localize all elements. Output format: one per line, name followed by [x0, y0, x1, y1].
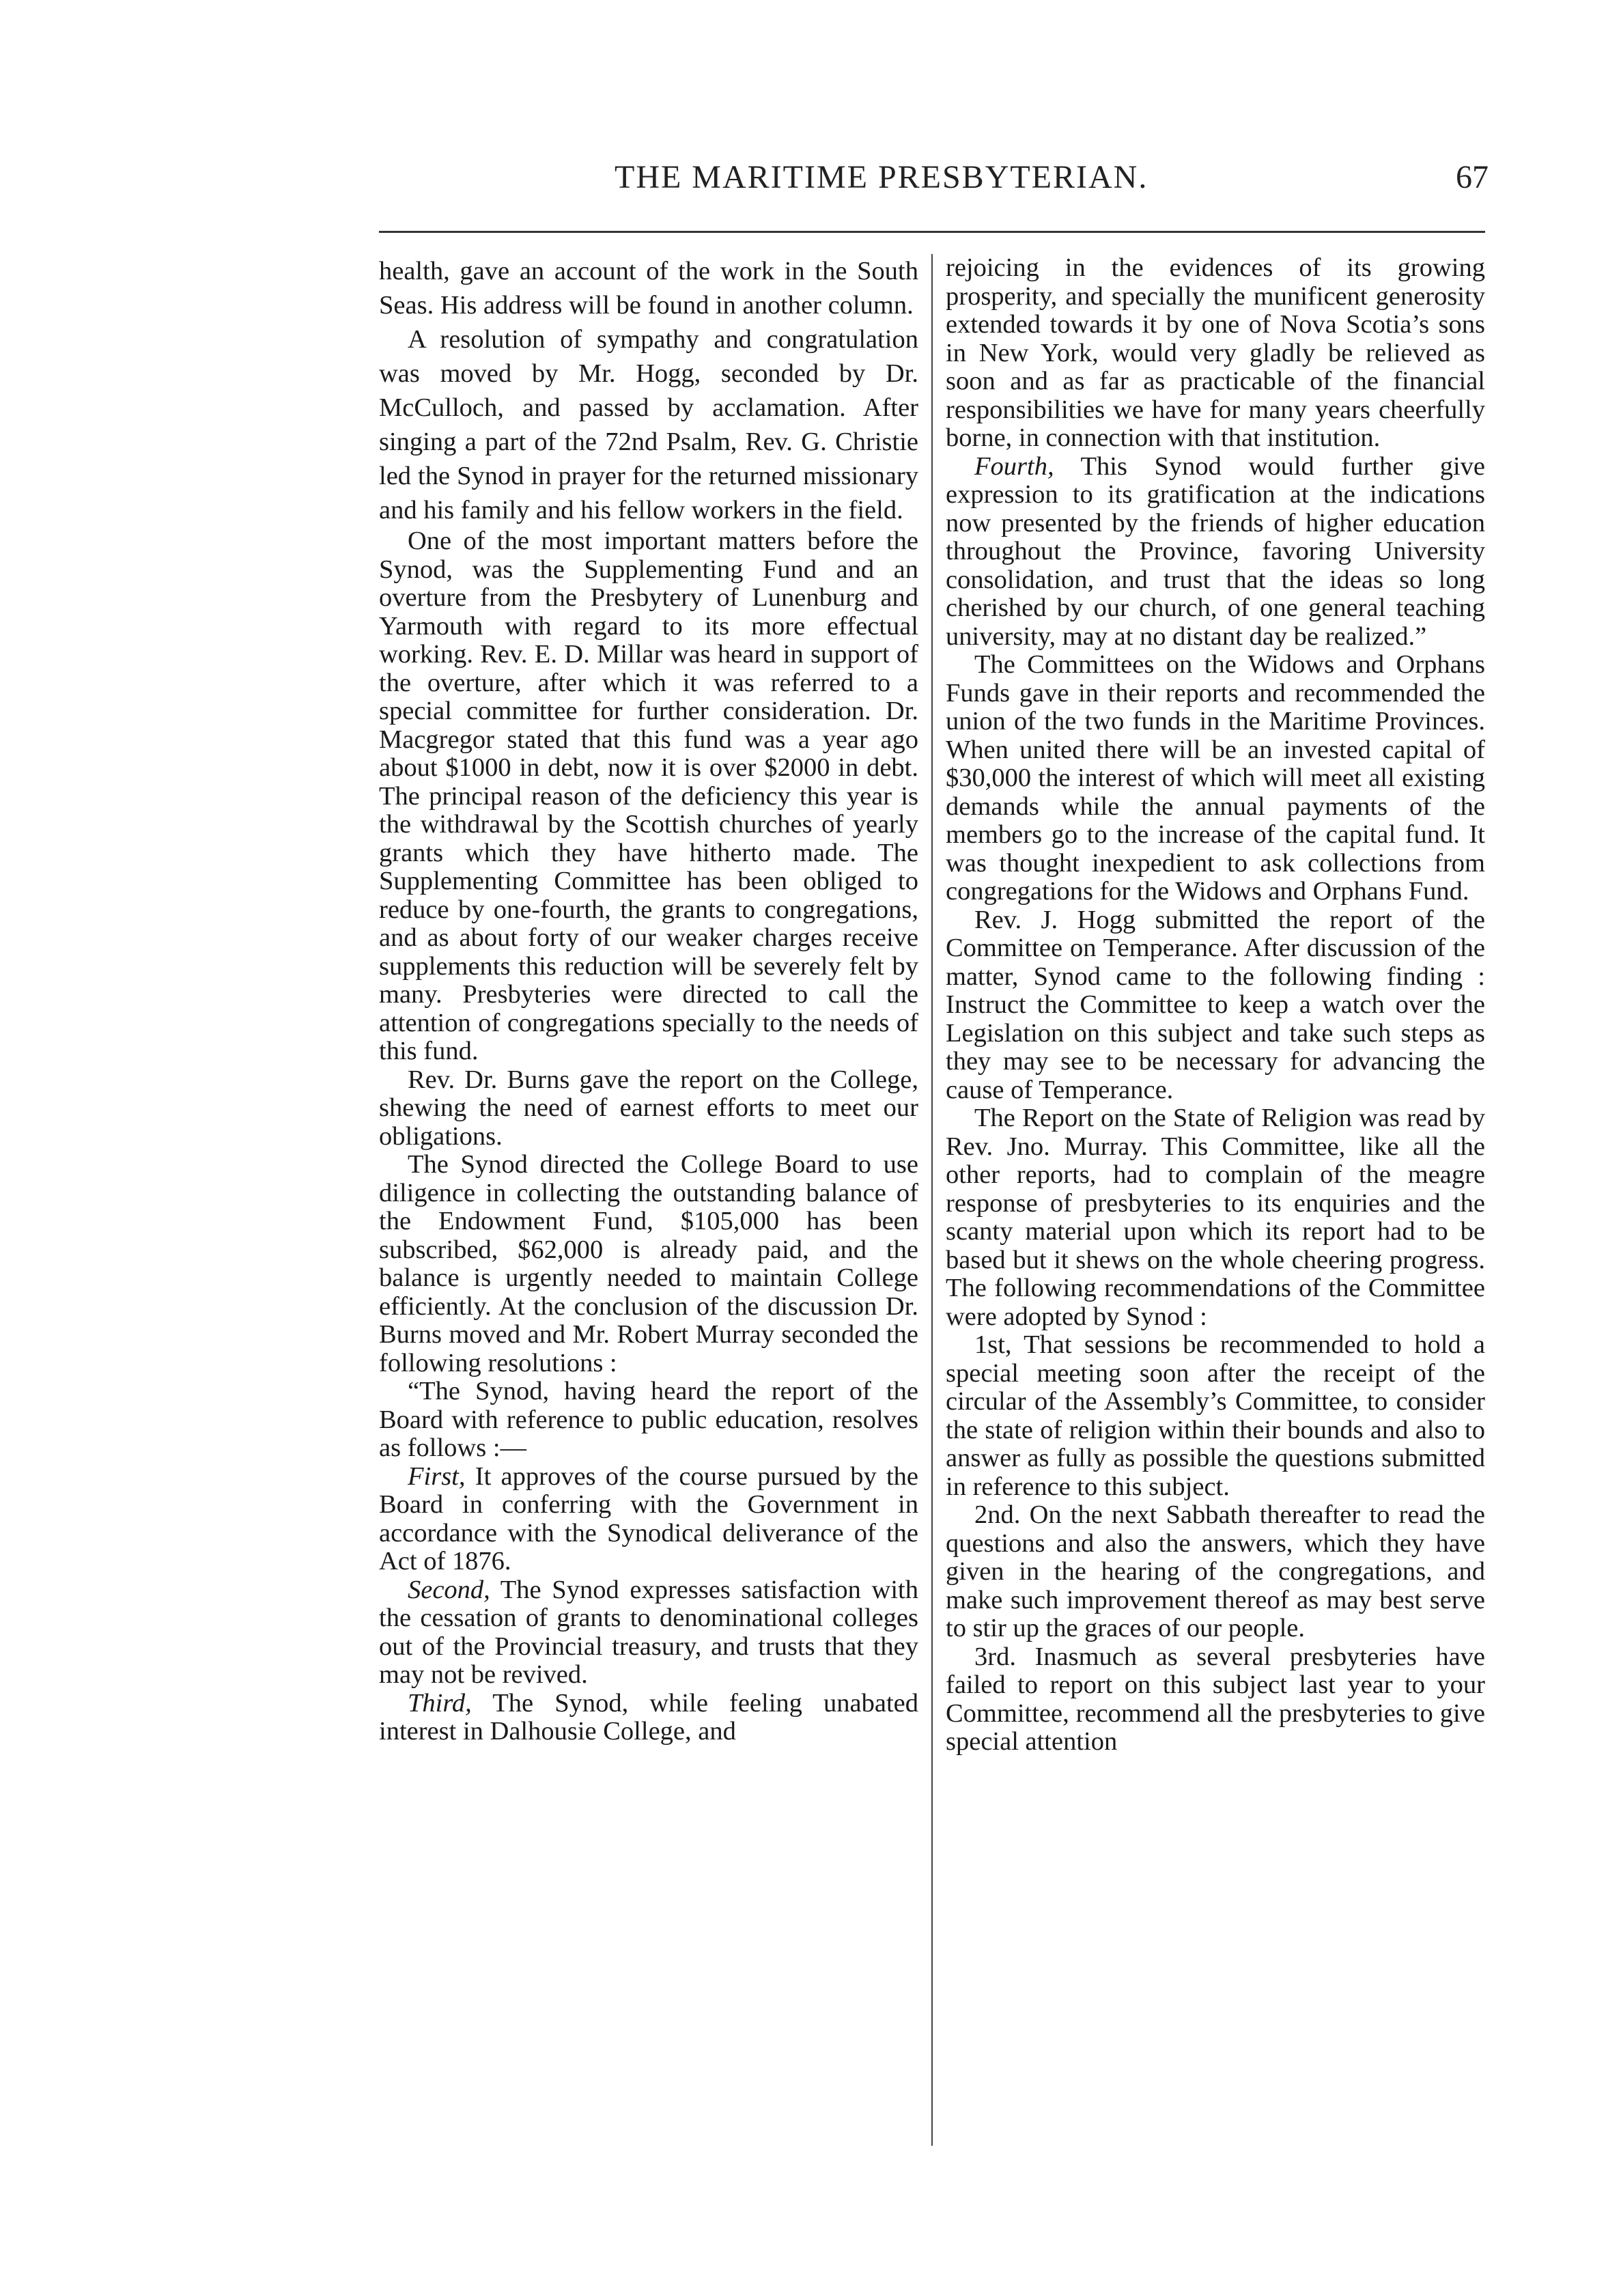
paragraph-text: The Synod expresses satisfaction with the cessation of grants to denominational colleges out of the Provincial treasury, and trusts that they may not be revived.: [379, 1575, 918, 1689]
paragraph-label: First,: [408, 1461, 466, 1491]
header-rule: [379, 231, 1485, 233]
paragraph: One of the most important matters before the Synod, was the Supplementing Fund and an overture from the Presbytery of Lunenburg and Yarmouth with regard to its more effectual working. Rev. E. D. Millar was heard in support of the overture, after which it was referred to a special committee for further consideration. Dr. Macgregor stated that this fund was a year ago about $1000 in debt, now it is over $2000 in debt. The principal reason of the deficiency this year is the withdrawal by the Scottish churches of yearly grants which they have hitherto made. The Supplementing Committee has been obliged to reduce by one-fourth, the grants to congregations, and as about forty of our weaker charges receive supplements this reduction will be severely felt by many. Presbyteries were directed to call the attention of congregations specially to the needs of this fund.: [379, 527, 918, 1065]
column-divider: [931, 254, 933, 2146]
paragraph: 3rd. Inasmuch as several presbyteries have failed to report on this subject last year to your Committee, recommend all the presbyteries to give special attention: [946, 1642, 1485, 1756]
paragraph: [379, 1690, 918, 1746]
paragraph: health, gave an account of the work in the South Seas. His address will be found in another column.: [379, 257, 918, 320]
paragraph: Rev. J. Hogg submitted the report of the Committee on Temperance. After discussion of the matter, Synod came to the following finding : Instruct the Committee to keep a watch over the Legislation on this subject and take such steps as they may see to be necessary for advancing the cause of Temperance.: [946, 905, 1485, 1104]
paragraph: A resolution of sympathy and congratulation was moved by Mr. Hogg, seconded by Dr. McCulloch, and passed by acclamation. After singing a part of the 72nd Psalm, Rev. G. Christie led the Synod in prayer for the returned missionary and his family and his fellow workers in the field.: [379, 325, 918, 524]
paragraph-text: This Synod would further give expression to its gratification at the indications now presented by the friends of higher education throughout the Province, favoring University consolidation, and trust that the ideas so long cherished by our church, of one general teaching university, may at no distant day be realized.”: [946, 451, 1485, 651]
paragraph-label: Fourth,: [974, 451, 1054, 481]
paragraph: 1st, That sessions be recommended to hold a special meeting soon after the receipt of the circular of the Assembly’s Committee, to consider the state of religion within their bounds and also to answer as fully as possible the questions submitted in reference to this subject.: [946, 1330, 1485, 1501]
running-header: [369, 158, 1489, 213]
right-column: [946, 254, 1485, 1756]
paragraph: Rev. Dr. Burns gave the report on the College, shewing the need of earnest efforts to meet our obligations.: [379, 1065, 918, 1151]
paragraph: The Report on the State of Religion was read by Rev. Jno. Murray. This Committee, like all the other reports, had to complain of the meagre response of presbyteries to its enquiries and the scanty material upon which its report had to be based but it shews on the whole cheering progress. The following recommendations of the Committee were adopted by Synod :: [946, 1104, 1485, 1331]
paragraph: [379, 1463, 918, 1576]
paragraph: The Committees on the Widows and Orphans Funds gave in their reports and recommended the union of the two funds in the Maritime Provinces. When united there will be an invested capital of $30,000 the interest of which will meet all existing demands while the annual payments of the members go to the increase of the capital fund. It was thought inexpedient to ask collections from congregations for the Widows and Orphans Fund.: [946, 650, 1485, 906]
paragraph: The Synod directed the College Board to use diligence in collecting the outstanding balance of the Endowment Fund, $105,000 has been subscribed, $62,000 is already paid, and the balance is urgently needed to maintain College efficiently. At the conclusion of the discussion Dr. Burns moved and Mr. Robert Murray seconded the following resolutions :: [379, 1150, 918, 1377]
left-column: [379, 254, 918, 1746]
running-title: THE MARITIME PRESBYTERIAN.: [615, 159, 1148, 195]
paragraph: “The Synod, having heard the report of the Board with reference to public education, resolves as follows :—: [379, 1377, 918, 1462]
page-number: 67: [1456, 159, 1489, 195]
paragraph-text: It approves of the course pursued by the Board in conferring with the Government in accordance with the Synodical deliverance of the Act of 1876.: [379, 1461, 918, 1576]
paragraph-label: Second,: [408, 1575, 490, 1604]
paragraph: rejoicing in the evidences of its growing prosperity, and specially the munificent generosity extended towards it by one of Nova Scotia’s sons in New York, would very gladly be relieved as soon and as far as practicable of the financial responsibilities we have for many years cheerfully borne, in connection with that institution.: [946, 253, 1485, 452]
paragraph-text: The Synod, while feeling unabated interest in Dalhousie College, and: [379, 1688, 918, 1746]
paragraph: [946, 453, 1485, 652]
paragraph: [379, 1576, 918, 1690]
paragraph-label: Third,: [408, 1688, 472, 1718]
paragraph: 2nd. On the next Sabbath thereafter to read the questions and also the answers, which they have given in the hearing of the congregations, and make such improvement thereof as may best serve to stir up the graces of our people.: [946, 1500, 1485, 1642]
